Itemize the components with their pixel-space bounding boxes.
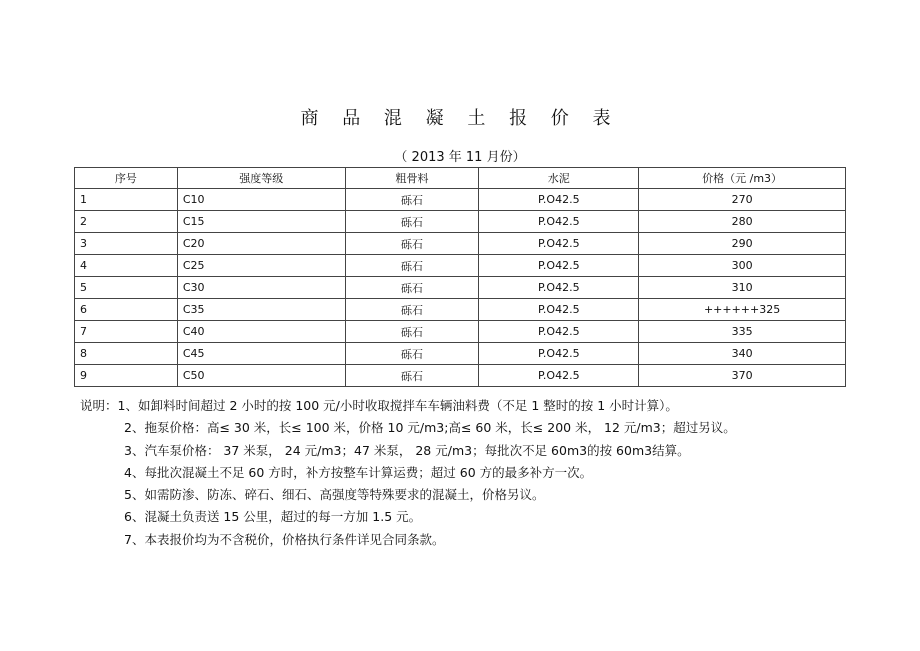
note-item: 7、本表报价均为不含税价，价格执行条件详见合同条款。: [124, 531, 445, 547]
cell-index: 9: [75, 365, 178, 387]
header-cement: 水泥: [479, 168, 639, 189]
cell-cement: P.O42.5: [479, 255, 639, 277]
cell-index: 4: [75, 255, 178, 277]
cell-grade: C25: [177, 255, 345, 277]
cell-aggregate: 砾石: [345, 277, 479, 299]
note-item: 2、拖泵价格：高≤ 30 米，长≤ 100 米，价格 10 元/m3;高≤ 60 米，长≤ 200 米， 12 元/m3；超过另议。: [124, 420, 736, 436]
header-price: 价格（元 /m3）: [639, 168, 846, 189]
cell-cement: P.O42.5: [479, 343, 639, 365]
table-header-row: [75, 168, 846, 189]
cell-price: 270: [639, 189, 846, 211]
header-grade: 强度等级: [177, 168, 345, 189]
cell-cement: P.O42.5: [479, 277, 639, 299]
cell-grade: C10: [177, 189, 345, 211]
cell-aggregate: 砾石: [345, 233, 479, 255]
cell-aggregate: 砾石: [345, 189, 479, 211]
cell-price: 370: [639, 365, 846, 387]
cell-price: 290: [639, 233, 846, 255]
cell-aggregate: 砾石: [345, 321, 479, 343]
cell-index: 2: [75, 211, 178, 233]
cell-grade: C20: [177, 233, 345, 255]
cell-grade: C15: [177, 211, 345, 233]
cell-index: 1: [75, 189, 178, 211]
notes-section: [80, 395, 840, 551]
price-table: [74, 167, 846, 387]
cell-price: 310: [639, 277, 846, 299]
cell-cement: P.O42.5: [479, 321, 639, 343]
cell-index: 8: [75, 343, 178, 365]
table-row: [75, 321, 846, 343]
note-item: 6、混凝土负责送 15 公里，超过的每一方加 1.5 元。: [124, 509, 422, 525]
cell-cement: P.O42.5: [479, 299, 639, 321]
cell-grade: C45: [177, 343, 345, 365]
cell-aggregate: 砾石: [345, 211, 479, 233]
note-text: 1、如卸料时间超过 2 小时的按 100 元/小时收取搅拌车车辆油料费（不足 1 整时的按 1 小时计算）。: [117, 398, 678, 413]
header-index: 序号: [75, 168, 178, 189]
document-title: 商 品 混 凝 土 报 价 表: [300, 108, 620, 129]
header-aggregate: 粗骨料: [345, 168, 479, 189]
cell-index: 6: [75, 299, 178, 321]
notes-label: 说明：: [80, 398, 118, 413]
table-row: [75, 277, 846, 299]
cell-index: 3: [75, 233, 178, 255]
cell-aggregate: 砾石: [345, 365, 479, 387]
cell-price: ++++++325: [639, 299, 846, 321]
cell-grade: C50: [177, 365, 345, 387]
cell-grade: C35: [177, 299, 345, 321]
cell-cement: P.O42.5: [479, 211, 639, 233]
cell-aggregate: 砾石: [345, 343, 479, 365]
table-row: [75, 343, 846, 365]
document-subtitle: （ 2013 年 11 月份）: [394, 150, 526, 165]
note-item: [80, 395, 840, 417]
table-row: [75, 211, 846, 233]
cell-price: 340: [639, 343, 846, 365]
cell-cement: P.O42.5: [479, 233, 639, 255]
note-item: 3、汽车泵价格： 37 米泵， 24 元/m3；47 米泵， 28 元/m3；每批次不足 60m3的按 60m3结算。: [124, 442, 690, 458]
table-row: [75, 255, 846, 277]
cell-index: 7: [75, 321, 178, 343]
note-item: 5、如需防渗、防冻、碎石、细石、高强度等特殊要求的混凝土，价格另议。: [124, 487, 545, 503]
cell-index: 5: [75, 277, 178, 299]
table-row: [75, 233, 846, 255]
cell-grade: C30: [177, 277, 345, 299]
cell-price: 335: [639, 321, 846, 343]
cell-cement: P.O42.5: [479, 189, 639, 211]
table-row: [75, 299, 846, 321]
cell-grade: C40: [177, 321, 345, 343]
cell-aggregate: 砾石: [345, 255, 479, 277]
cell-price: 300: [639, 255, 846, 277]
cell-aggregate: 砾石: [345, 299, 479, 321]
table-row: [75, 365, 846, 387]
cell-price: 280: [639, 211, 846, 233]
cell-cement: P.O42.5: [479, 365, 639, 387]
note-item: 4、每批次混凝土不足 60 方时，补方按整车计算运费；超过 60 方的最多补方一次。: [124, 464, 593, 480]
table-row: [75, 189, 846, 211]
